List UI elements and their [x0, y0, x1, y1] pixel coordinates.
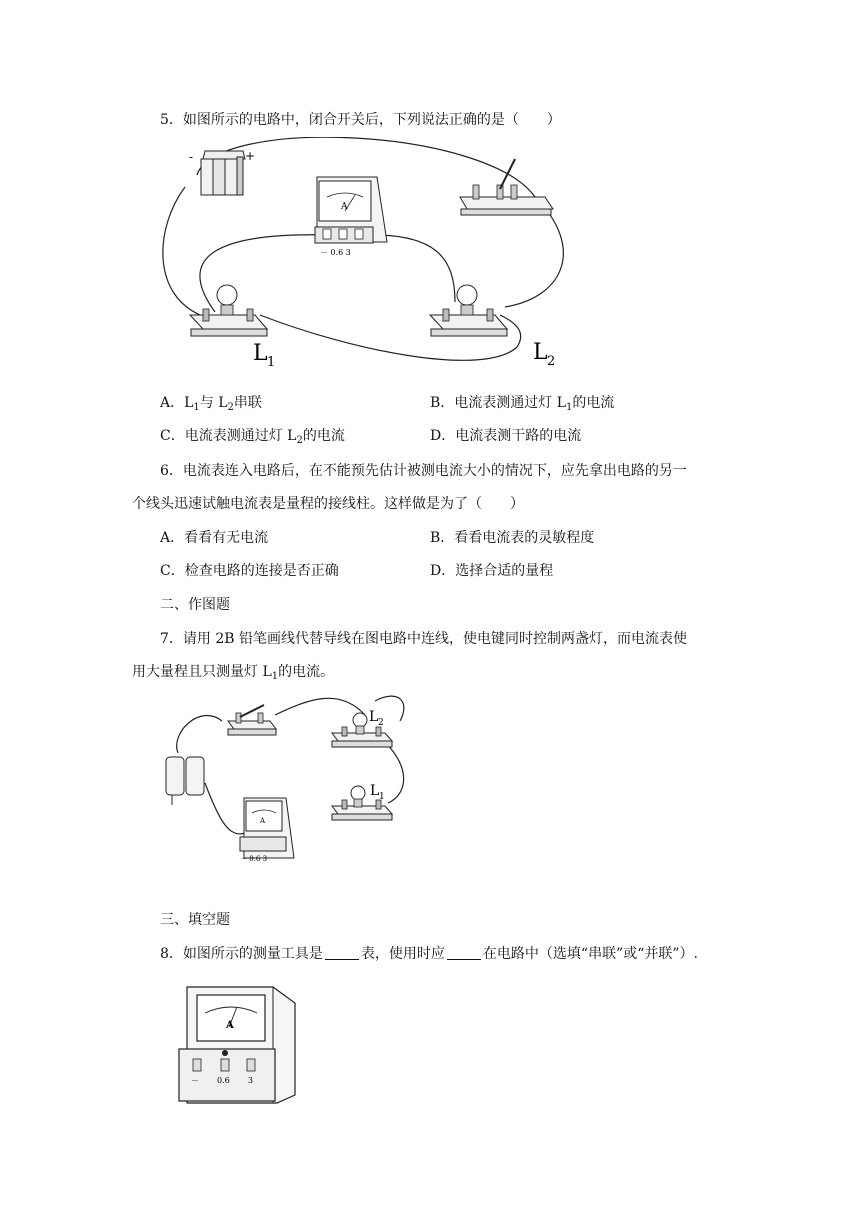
q6-option-d: D．选择合适的量程	[430, 563, 554, 579]
q5-option-d: D．电流表测干路的电流	[430, 428, 582, 444]
ammeter-a-label: A	[341, 202, 348, 212]
q8-terminal-06: 0.6	[217, 1076, 230, 1085]
q6-stem-line1: 6．电流表连入电路后，在不能预先估计被测电流大小的情况下，应先拿出电路的另一	[160, 463, 687, 479]
q7-lamp-l2-icon	[332, 709, 392, 747]
q6-option-a: A．看看有无电流	[160, 530, 269, 546]
q8-ammeter-a-label: A	[226, 1020, 234, 1031]
q8-ammeter-figure	[165, 983, 305, 1108]
switch-icon	[460, 159, 553, 215]
lamp-l1-sub: 1	[267, 355, 276, 370]
q8-ammeter-icon	[179, 987, 295, 1103]
battery-icon	[189, 149, 255, 195]
lamp-l2-icon	[430, 285, 555, 369]
q8-blank-2[interactable]	[447, 945, 481, 960]
q7-lamp-l2-sub: 2	[378, 718, 384, 728]
lamp-l1-label: L	[253, 341, 268, 366]
q7-ammeter-a-label: A	[260, 817, 266, 825]
q7-circuit-figure	[160, 693, 420, 868]
q7-lamp-l1-sub: 1	[379, 792, 385, 802]
q7-lamp-l1-label: L	[370, 783, 380, 799]
q5-circuit-figure	[155, 137, 595, 372]
q8-terminal-3: 3	[248, 1076, 254, 1085]
lamp-l2-sub: 2	[547, 354, 556, 369]
q6-option-b: B．看看电流表的灵敏程度	[430, 530, 595, 546]
q7-ammeter-icon	[240, 798, 294, 863]
battery-minus-label: -	[189, 150, 194, 164]
section-2-heading: 二、作图题	[160, 597, 230, 613]
q5-option-b: B．电流表测通过灯 $L_1$的电流	[430, 395, 615, 413]
q5-option-a: A．$L_1$与 $L_2$串联	[160, 395, 262, 413]
q8-blank-1[interactable]	[325, 945, 359, 960]
q5-option-c: C．电流表测通过灯 $L_2$的电流	[160, 428, 345, 446]
q6-stem-line2: 个线头迅速试触电流表是量程的接线柱。这样做是为了（ ）	[132, 496, 524, 512]
q7-stem-line1: 7．请用 2B 铅笔画线代替导线在图电路中连线，使电键同时控制两盏灯，而电流表使	[160, 631, 688, 647]
battery-plus-label: +	[245, 149, 256, 163]
q7-battery-icon	[166, 757, 204, 805]
q7-lamp-l1-icon	[332, 783, 392, 820]
q6-option-c: C．检查电路的连接是否正确	[160, 563, 339, 579]
q7-ammeter-terminals: － 0.6 3	[240, 855, 268, 863]
q7-lamp-l2-label: L	[369, 709, 379, 725]
q8-terminal-minus: －	[191, 1076, 199, 1085]
q5-stem: 5．如图所示的电路中，闭合开关后，下列说法正确的是（ ）	[160, 112, 561, 128]
lamp-l1-icon	[190, 285, 275, 370]
q7-switch-icon	[228, 705, 276, 735]
ammeter-icon	[315, 177, 387, 257]
ammeter-terminal-labels: － 0.6 3	[320, 248, 351, 257]
q8-stem: 8．如图所示的测量工具是 表，使用时应 在电路中（选填“串联”或“并联”）.	[160, 946, 699, 962]
q7-stem-line2: 用大量程且只测量灯 $L_1$的电流。	[132, 664, 335, 682]
section-3-heading: 三、填空题	[160, 912, 230, 928]
lamp-l2-label: L	[533, 340, 548, 365]
